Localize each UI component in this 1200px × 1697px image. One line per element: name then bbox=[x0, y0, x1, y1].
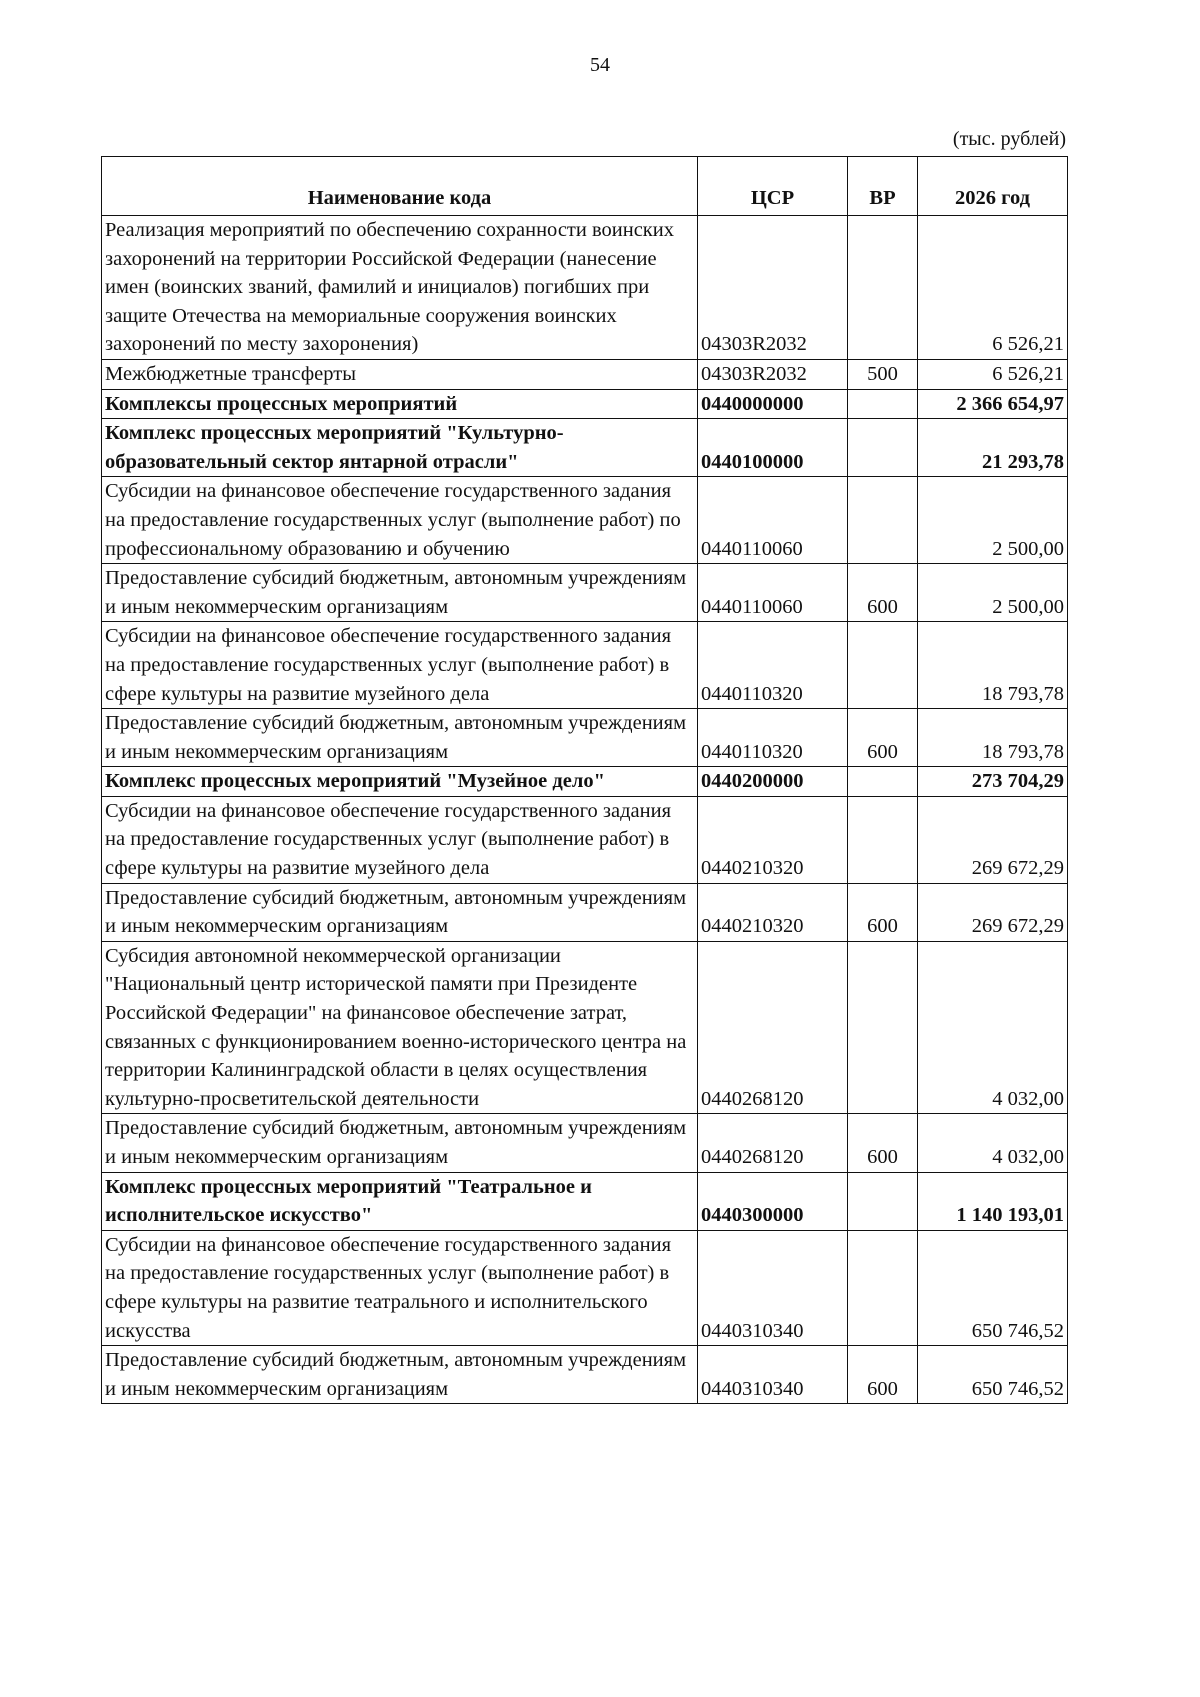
row-csr: 0440100000 bbox=[698, 419, 848, 477]
table-row bbox=[102, 389, 1068, 419]
row-vr bbox=[848, 767, 918, 797]
row-csr: 0440200000 bbox=[698, 767, 848, 797]
row-vr: 500 bbox=[848, 359, 918, 389]
row-vr: 600 bbox=[848, 1346, 918, 1404]
row-vr: 600 bbox=[848, 1114, 918, 1172]
row-vr bbox=[848, 622, 918, 709]
table-row bbox=[102, 709, 1068, 767]
row-amount: 6 526,21 bbox=[918, 216, 1068, 360]
row-name: Субсидии на финансовое обеспечение государственного задания на предоставление государственных услуг (выполнение работ) по профессиональному образованию и обучению bbox=[102, 477, 698, 564]
row-amount: 4 032,00 bbox=[918, 1114, 1068, 1172]
row-name: Субсидия автономной некоммерческой организации "Национальный центр исторической памяти при Президенте Российской Федерации" на финансовое обеспечение затрат, связанных с функционированием военно-исторического центра на территории Калининградской области в целях осуществления культурно-просветительской деятельности bbox=[102, 941, 698, 1114]
row-amount: 18 793,78 bbox=[918, 709, 1068, 767]
row-name: Субсидии на финансовое обеспечение государственного задания на предоставление государственных услуг (выполнение работ) в сфере культуры на развитие театрального и исполнительского искусства bbox=[102, 1230, 698, 1345]
row-csr: 0440310340 bbox=[698, 1230, 848, 1345]
row-csr: 0440110320 bbox=[698, 622, 848, 709]
row-amount: 2 366 654,97 bbox=[918, 389, 1068, 419]
row-amount: 2 500,00 bbox=[918, 477, 1068, 564]
row-vr bbox=[848, 216, 918, 360]
table-row bbox=[102, 1230, 1068, 1345]
row-name: Реализация мероприятий по обеспечению сохранности воинских захоронений на территории Российской Федерации (нанесение имен (воинских званий, фамилий и инициалов) погибших при защите Отечества на мемориальные сооружения воинских захоронений по месту захоронения) bbox=[102, 216, 698, 360]
row-amount: 650 746,52 bbox=[918, 1346, 1068, 1404]
row-vr bbox=[848, 477, 918, 564]
row-csr: 0440210320 bbox=[698, 796, 848, 883]
row-name: Субсидии на финансовое обеспечение государственного задания на предоставление государственных услуг (выполнение работ) в сфере культуры на развитие музейного дела bbox=[102, 796, 698, 883]
table-row bbox=[102, 564, 1068, 622]
table-row bbox=[102, 477, 1068, 564]
row-amount: 4 032,00 bbox=[918, 941, 1068, 1114]
row-vr: 600 bbox=[848, 564, 918, 622]
row-csr: 0440000000 bbox=[698, 389, 848, 419]
row-name: Комплекс процессных мероприятий "Музейное дело" bbox=[102, 767, 698, 797]
row-csr: 0440210320 bbox=[698, 883, 848, 941]
row-csr: 0440110060 bbox=[698, 477, 848, 564]
row-vr: 600 bbox=[848, 883, 918, 941]
row-name: Предоставление субсидий бюджетным, автономным учреждениям и иным некоммерческим организациям bbox=[102, 564, 698, 622]
table-row bbox=[102, 419, 1068, 477]
header-vr: ВР bbox=[848, 157, 918, 216]
row-csr: 0440110320 bbox=[698, 709, 848, 767]
table-row bbox=[102, 883, 1068, 941]
row-name: Комплекс процессных мероприятий "Театральное и исполнительское искусство" bbox=[102, 1172, 698, 1230]
page-number: 54 bbox=[590, 54, 610, 76]
row-name: Комплексы процессных мероприятий bbox=[102, 389, 698, 419]
row-name: Комплекс процессных мероприятий "Культурно-образовательный сектор янтарной отрасли" bbox=[102, 419, 698, 477]
row-name: Межбюджетные трансферты bbox=[102, 359, 698, 389]
row-name: Предоставление субсидий бюджетным, автономным учреждениям и иным некоммерческим организациям bbox=[102, 1114, 698, 1172]
header-name: Наименование кода bbox=[102, 157, 698, 216]
table-header bbox=[102, 157, 1068, 216]
row-csr: 0440268120 bbox=[698, 1114, 848, 1172]
row-amount: 269 672,29 bbox=[918, 883, 1068, 941]
row-vr bbox=[848, 389, 918, 419]
table-row bbox=[102, 216, 1068, 360]
row-csr: 0440310340 bbox=[698, 1346, 848, 1404]
table-row bbox=[102, 622, 1068, 709]
table-row bbox=[102, 359, 1068, 389]
row-amount: 6 526,21 bbox=[918, 359, 1068, 389]
budget-table bbox=[101, 156, 1068, 1404]
table-row bbox=[102, 1172, 1068, 1230]
header-csr: ЦСР bbox=[698, 157, 848, 216]
table-row bbox=[102, 1114, 1068, 1172]
row-vr bbox=[848, 796, 918, 883]
row-name: Субсидии на финансовое обеспечение государственного задания на предоставление государственных услуг (выполнение работ) в сфере культуры на развитие музейного дела bbox=[102, 622, 698, 709]
row-csr: 0440300000 bbox=[698, 1172, 848, 1230]
header-year: 2026 год bbox=[918, 157, 1068, 216]
table-row bbox=[102, 767, 1068, 797]
row-vr bbox=[848, 1230, 918, 1345]
row-amount: 273 704,29 bbox=[918, 767, 1068, 797]
row-name: Предоставление субсидий бюджетным, автономным учреждениям и иным некоммерческим организациям bbox=[102, 883, 698, 941]
row-csr: 04303R2032 bbox=[698, 216, 848, 360]
row-name: Предоставление субсидий бюджетным, автономным учреждениям и иным некоммерческим организациям bbox=[102, 1346, 698, 1404]
table-row bbox=[102, 941, 1068, 1114]
row-vr bbox=[848, 941, 918, 1114]
header-row bbox=[102, 157, 1068, 216]
row-vr: 600 bbox=[848, 709, 918, 767]
row-amount: 21 293,78 bbox=[918, 419, 1068, 477]
row-amount: 2 500,00 bbox=[918, 564, 1068, 622]
row-name: Предоставление субсидий бюджетным, автономным учреждениям и иным некоммерческим организациям bbox=[102, 709, 698, 767]
row-vr bbox=[848, 1172, 918, 1230]
row-amount: 1 140 193,01 bbox=[918, 1172, 1068, 1230]
table-row bbox=[102, 796, 1068, 883]
row-amount: 650 746,52 bbox=[918, 1230, 1068, 1345]
table-body bbox=[102, 216, 1068, 1404]
row-vr bbox=[848, 419, 918, 477]
units-label: (тыс. рублей) bbox=[952, 128, 1066, 150]
row-csr: 0440268120 bbox=[698, 941, 848, 1114]
table-row bbox=[102, 1346, 1068, 1404]
row-csr: 0440110060 bbox=[698, 564, 848, 622]
row-amount: 269 672,29 bbox=[918, 796, 1068, 883]
row-amount: 18 793,78 bbox=[918, 622, 1068, 709]
row-csr: 04303R2032 bbox=[698, 359, 848, 389]
